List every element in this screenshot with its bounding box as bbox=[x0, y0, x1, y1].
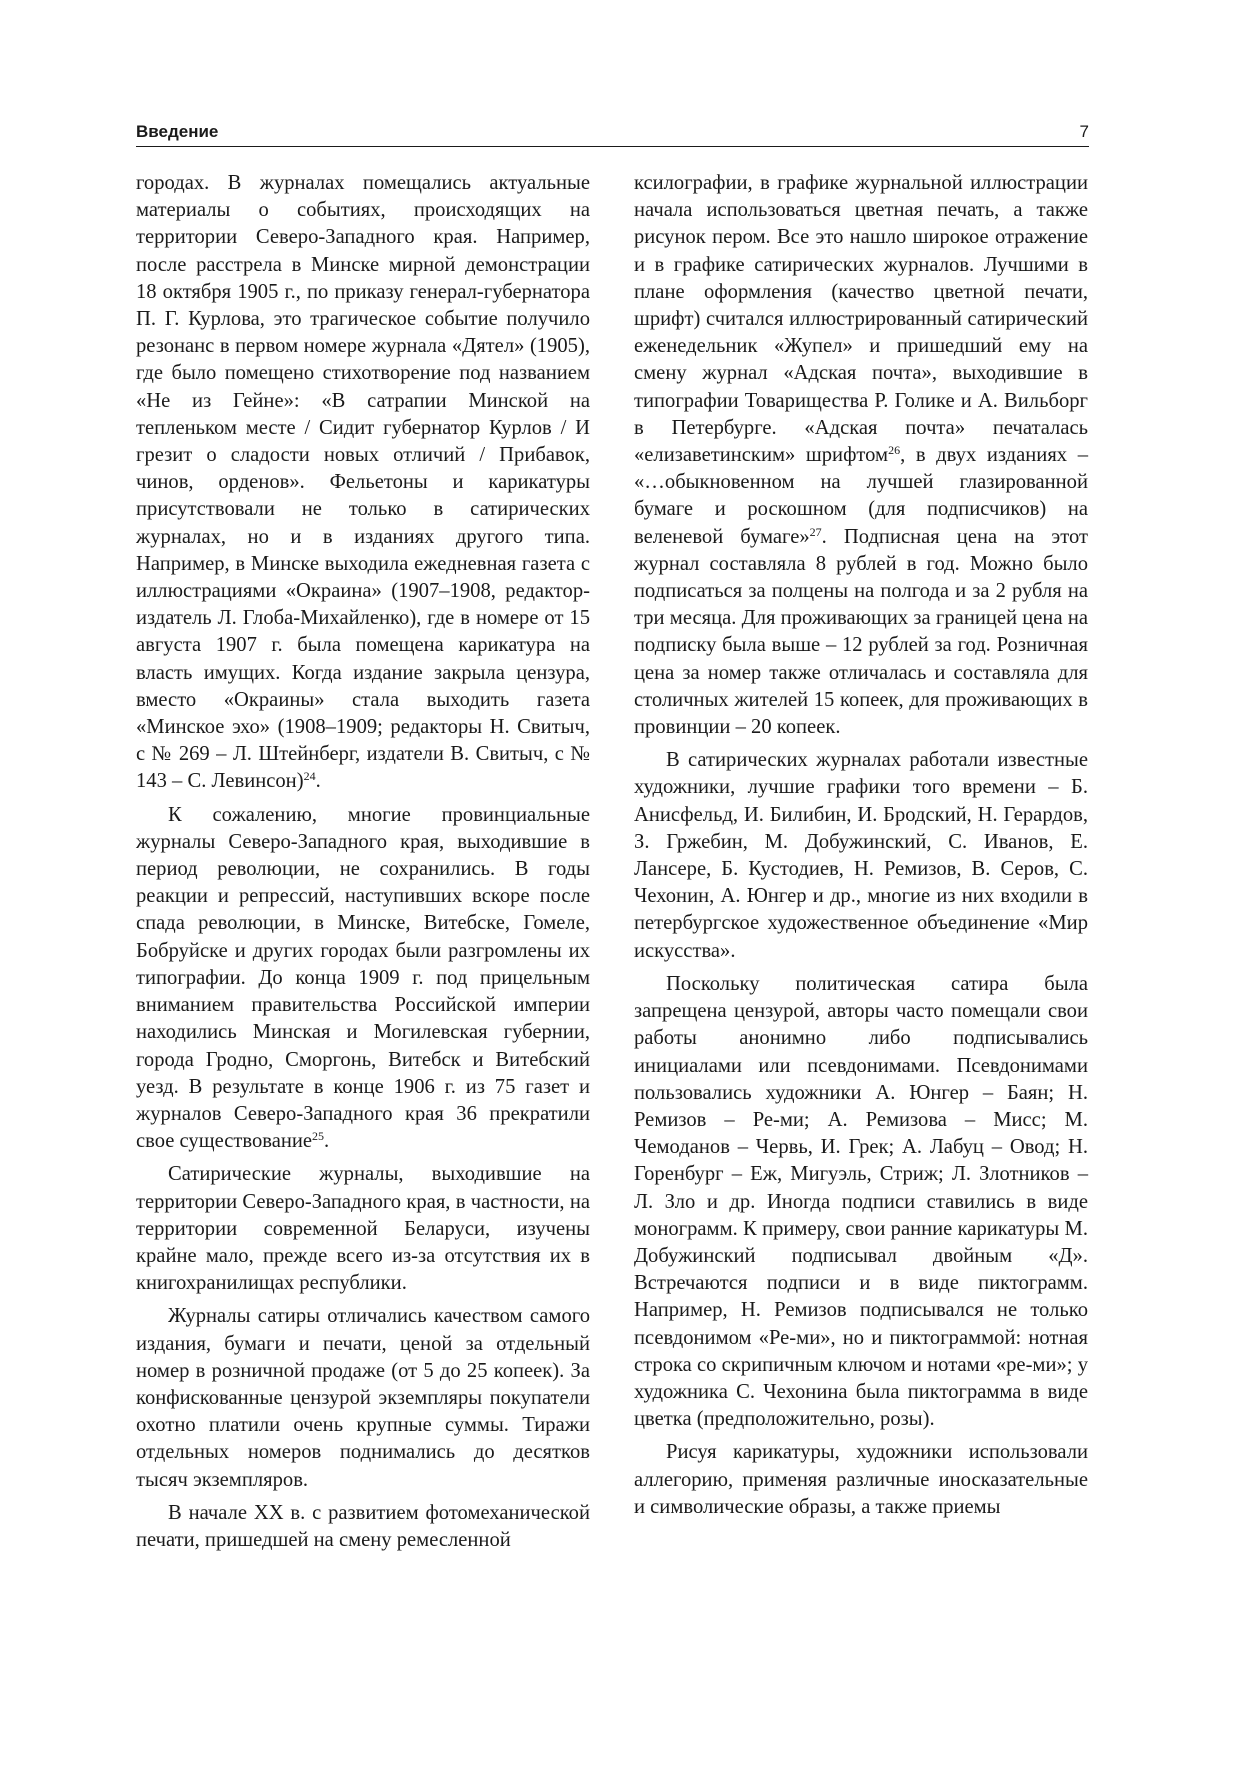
footnote-ref: 26 bbox=[888, 443, 901, 458]
paragraph: В сатирических журналах работали известные художники, лучшие графики того времени – Б. Анисфельд, И. Билибин, И. Бродский, Н. Герардов, З. Гржебин, М. Добужинский, С. Иванов, Е. Лансере, Б. Кустодиев, Н. Ремизов, В. Серов, С. Чехонин, А. Юнгер и др., многие из них входили в петербургское художественное объединение «Мир искусства». bbox=[634, 749, 1088, 962]
paragraph: Сатирические журналы, выходившие на территории Северо-Западного края, в частности, на территории современной Беларуси, изучены крайне мало, прежде всего из-за отсутствия их в книгохранилищах республики. bbox=[136, 1163, 590, 1295]
paragraph: В начале XX в. с развитием фотомеханической печати, пришедшей на смену ремесленной bbox=[136, 1501, 590, 1551]
section-title: Введение bbox=[136, 122, 219, 141]
paragraph-continued: городах. В журналах помещались актуальные материалы о событиях, происходящих на территории Северо-Западного края. Например, после расстрела в Минске мирной демонстрации 18 октября 1905 г., по приказу генерал-губернатора П. Г. Курлова, это трагическое событие получило резонанс в первом номере журнала «Дятел» (1905), где было помещено стихотворение под названием «Не из Гейне»: «В сатрапии Минской на тепленьком месте / Сидит губернатор Курлов / И грезит о сладости новых отличий / Прибавок, чинов, орденов». Фельетоны и карикатуры присутствовали не только в сатирических журналах, но и в изданиях другого типа. Например, в Минске выходила ежедневная газета с иллюстрациями «Окраина» (1907–1908, редактор-издатель Л. Глоба-Михайленко), где в номере от 15 августа 1907 г. была помещена карикатура на власть имущих. Когда издание закрыла цензура, вместо «Окраины» стала выходить газета «Минское эхо» (1908–1909; редакторы Н. Свитыч, с № 269 – Л. Штейнберг, издатели В. Свитыч, с № 143 – С. Левинсон)$^{24}$. bbox=[136, 172, 590, 793]
paragraph: Рисуя карикатуры, художники использовали аллегорию, применяя различные иносказательные и символические образы, а также приемы bbox=[634, 1441, 1088, 1518]
footnote-ref: 25 bbox=[312, 1129, 325, 1144]
footnote-ref: 27 bbox=[809, 524, 822, 539]
right-column bbox=[634, 170, 1088, 1527]
paragraph: Журналы сатиры отличались качеством самого издания, бумаги и печати, ценой за отдельный номер в розничной продаже (от 5 до 25 копеек). За конфискованные цензурой экземпляры покупатели охотно платили очень крупные суммы. Тиражи отдельных номеров поднимались до десятков тысяч экземпляров. bbox=[136, 1305, 590, 1491]
paragraph-continued: ксилографии, в графике журнальной иллюстрации начала использоваться цветная печать, а также рисунок пером. Все это нашло широкое отражение и в графике сатирических журналов. Лучшими в плане оформления (качество цветной печати, шрифт) считался иллюстрированный сатирический еженедельник «Жупел» и пришедший ему на смену журнал «Адская почта», выходившие в типографии Товарищества Р. Голике и А. Вильборг в Петербурге. «Адская почта» печаталась «елизаветинским» шрифтом$^{26}$, в двух изданиях – «…обыкновенном на лучшей глазированной бумаге и роскошном (для подписчиков) на веленевой бумаге»$^{27}$. Подписная цена на этот журнал составляла 8 рублей в год. Можно было подписаться за полцены на полгода и за 2 рубля на три месяца. Для проживающих за границей цена на подписку была выше – 12 рублей за год. Розничная цена за номер также отличалась и составляла для столичных жителей 15 копеек, для проживающих в провинции – 20 копеек. bbox=[634, 172, 1088, 739]
running-header bbox=[136, 120, 1089, 147]
left-column bbox=[136, 170, 590, 1560]
paragraph: К сожалению, многие провинциальные журналы Северо-Западного края, выходившие в период революции, не сохранились. В годы реакции и репрессий, наступивших вскоре после спада революции, в Минске, Витебске, Гомеле, Бобруйске и других городах были разгромлены их типографии. До конца 1909 г. под прицельным вниманием правительства Российской империи находились Минская и Могилевская губернии, города Гродно, Сморгонь, Витебск и Витебский уезд. В результате в конце 1906 г. из 75 газет и журналов Северо-Западного края 36 прекратили свое существование$^{25}$. bbox=[136, 803, 590, 1153]
paragraph: Поскольку политическая сатира была запрещена цензурой, авторы часто помещали свои работы анонимно либо подписывались инициалами или псевдонимами. Псевдонимами пользовались художники А. Юнгер – Баян; Н. Ремизов – Ре-ми; А. Ремизова – Мисс; М. Чемоданов – Червь, И. Грек; А. Лабуц – Овод; Н. Горенбург – Еж, Мигуэль, Стриж; Л. Злотников – Л. Зло и др. Иногда подписи ставились в виде монограмм. К примеру, свои ранние карикатуры М. Добужинский подписывал двойным «Д». Встречаются подписи и в виде пиктограмм. Например, Н. Ремизов подписывался не только псевдонимом «Ре-ми», но и пиктограммой: нотная строка со скрипичным ключом и нотами «ре-ми»; у художника С. Чехонина была пиктограмма в виде цветка (предположительно, розы). bbox=[634, 972, 1088, 1431]
footnote-ref: 24 bbox=[303, 769, 316, 784]
page-number: 7 bbox=[1079, 122, 1089, 141]
